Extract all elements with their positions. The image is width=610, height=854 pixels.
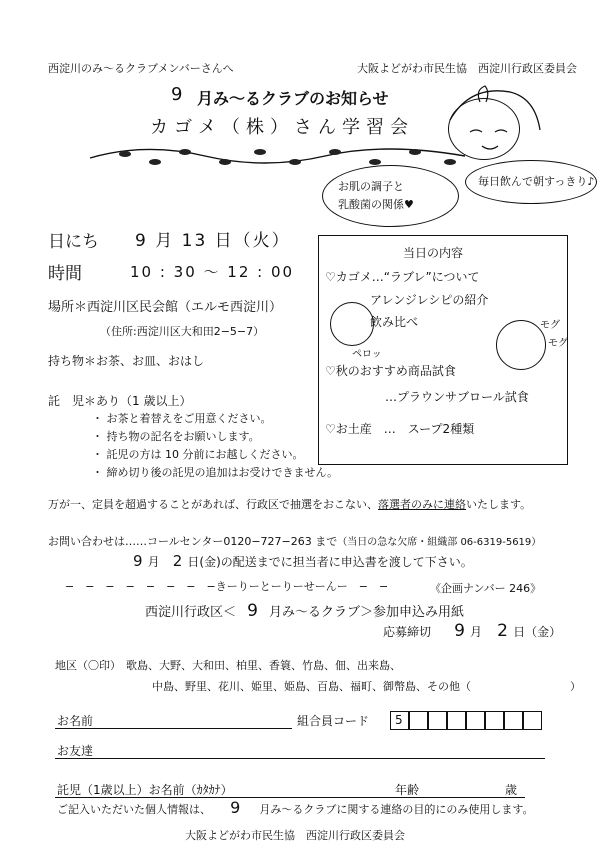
childcare-item: ・ 託児の方は 10 分前にお越しください。 — [92, 448, 304, 461]
bubble-left-line1: お肌の調子と — [338, 180, 404, 193]
privacy-note: ご記入いただいた個人情報は、 9 月み〜るクラブに関する連絡の目的にのみ使用します。 — [57, 798, 534, 817]
form-title: 西淀川行政区＜ 9 月み〜るクラブ＞参加申込み用紙 — [145, 601, 465, 621]
header-organizer: 大阪よどがわ市民生協 西淀川行政区委員会 — [357, 62, 577, 75]
footer-organizer: 大阪よどがわ市民生協 西淀川行政区委員会 — [185, 829, 405, 842]
name-label: お名前 — [57, 714, 94, 728]
member-code-cell[interactable] — [409, 711, 428, 730]
title-month: 9 — [171, 84, 183, 105]
notice-text: 万が一、定員を超過することがあれば、行政区で抽選をおこない、落選者のみに連絡いたします。 — [48, 498, 532, 511]
face-right-label-1: モグ — [540, 320, 560, 331]
friend-field[interactable] — [55, 758, 545, 759]
cut-line: − − − − − − − −きーりーとーりーせーんー − − — [65, 580, 389, 593]
childcare-label: 託 児＊あり（1 歳以上） — [48, 394, 192, 408]
content-item-2: ♡秋のおすすめ商品試食 — [325, 364, 456, 378]
member-code-cell[interactable] — [447, 711, 466, 730]
member-code-cell[interactable] — [504, 711, 523, 730]
district-row-1[interactable]: 歌島、大野、大和田、柏里、香簑、竹島、佃、出来島、 — [126, 659, 401, 672]
eating-face-icon — [496, 320, 546, 370]
face-left-label: ペロッ — [352, 349, 382, 360]
district-label: 地区（〇印） — [55, 659, 121, 672]
member-code-cell[interactable] — [523, 711, 542, 730]
header-audience: 西淀川のみ〜るクラブメンバーさんへ — [48, 62, 234, 75]
place-address: （住所:西淀川区大和田2−5−7） — [100, 325, 265, 338]
bubble-right-text: 毎日飲んで朝すっきり♪ — [478, 175, 595, 188]
bubble-left-line2: 乳酸菌の関係♥ — [338, 198, 414, 211]
smiling-face-icon — [330, 302, 374, 346]
age-label: 年齢 — [395, 783, 420, 797]
member-code-cell[interactable] — [485, 711, 504, 730]
childcare-item: ・ 持ち物の記名をお願いします。 — [92, 430, 260, 443]
member-code-label: 組合員コード — [297, 714, 370, 728]
title-sub: カゴメ（株）さん学習会 — [150, 117, 414, 138]
member-code-prefix-cell: 5 — [390, 711, 409, 730]
age-unit: 歳 — [505, 783, 518, 797]
friend-label: お友達 — [57, 744, 94, 758]
contact-line: お問い合わせは……コールセンター0120−727−263 まで（当日の急な欠席・組織部 06-6319-5619） — [48, 535, 542, 548]
childcare-item: ・ 締め切り後の託児の追加はお受けできません。 — [92, 466, 339, 479]
face-right-label-2: モグ — [548, 338, 568, 349]
content-item-1: ♡カゴメ…“ラブレ”について — [325, 270, 480, 284]
name-field[interactable] — [55, 728, 292, 729]
content-box-title: 当日の内容 — [403, 246, 464, 260]
kikaku-number: 《企画ナンバー 246》 — [430, 582, 542, 595]
childcare-item: ・ お茶と着替えをご用意ください。 — [92, 412, 272, 425]
date-label: 日にち — [48, 232, 99, 252]
member-code-cell[interactable] — [466, 711, 485, 730]
place-label: 場所＊西淀川区民会館（エルモ西淀川） — [48, 300, 283, 315]
member-code-cell[interactable] — [428, 711, 447, 730]
content-item-3: ♡お土産 … スープ2種類 — [325, 422, 475, 436]
date-value: 9 月 13 日（火） — [135, 231, 291, 251]
content-item-2-sub: …プラウンサブロール試食 — [385, 390, 529, 404]
time-label: 時間 — [48, 264, 82, 284]
child-name-label: 託児（1歳以上）お名前（ｶﾀｶﾅ） — [57, 783, 233, 797]
content-item-1-sub2: 飲み比べ — [370, 315, 419, 329]
time-value: 10 : 30 〜 12 : 00 — [130, 263, 295, 281]
bring-items: 持ち物＊お茶、お皿、おはし — [48, 354, 205, 368]
deadline-note: 9 月 2 日(金)の配送までに担当者に申込書を渡して下さい。 — [133, 552, 473, 570]
content-item-1-sub1: アレンジレシピの紹介 — [370, 293, 489, 307]
district-row-2[interactable]: 中島、野里、花川、姫里、姫島、百島、福町、御幣島、その他（ ） — [152, 680, 581, 693]
form-deadline: 応募締切 9 月 2 日（金） — [383, 621, 562, 641]
title-main: 月み〜るクラブのお知らせ — [197, 89, 389, 108]
